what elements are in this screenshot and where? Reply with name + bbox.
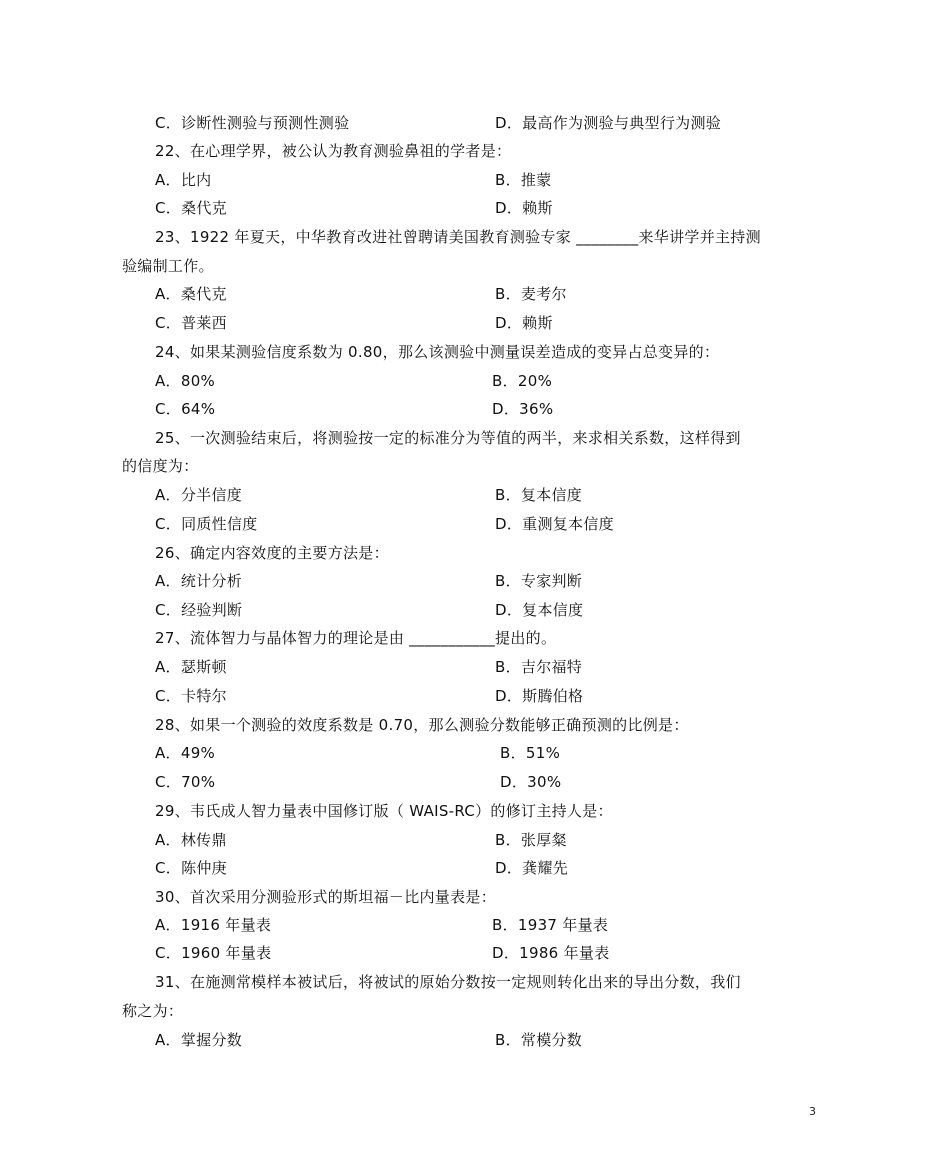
q22-option-d: D．赖斯: [495, 199, 553, 217]
question-31-line-2: 称之为：: [122, 1002, 184, 1020]
q23-option-a: A．桑代克: [155, 285, 227, 303]
question-25-line-1: 25、一次测验结束后，将测验按一定的标准分为等值的两半，来求相关系数，这样得到: [155, 429, 741, 447]
q24-option-a: A．80%: [155, 372, 216, 390]
question-30: 30、首次采用分测验形式的斯坦福－比内量表是：: [155, 888, 496, 906]
q30-option-c: C．1960 年量表: [155, 944, 272, 962]
q25-option-c: C．同质性信度: [155, 515, 258, 533]
q29-option-a: A．林传鼎: [155, 831, 227, 849]
q27-option-a: A．瑟斯顿: [155, 658, 227, 676]
q23-option-d: D．赖斯: [495, 314, 553, 332]
q29-option-c: C．陈仲庚: [155, 859, 227, 877]
q24-option-b: B．20%: [492, 372, 553, 390]
question-29: 29、韦氏成人智力量表中国修订版（ WAIS-RC）的修订主持人是：: [155, 802, 613, 820]
q30-option-b: B．1937 年量表: [492, 916, 609, 934]
q22-option-a: A．比内: [155, 171, 212, 189]
q30-option-a: A．1916 年量表: [155, 916, 272, 934]
q25-option-d: D．重测复本信度: [495, 515, 614, 533]
q29-option-d: D．龚耀先: [495, 859, 569, 877]
q21-option-c: C．诊断性测验与预测性测验: [155, 114, 350, 132]
q24-option-d: D．36%: [492, 400, 554, 418]
q26-option-d: D．复本信度: [495, 601, 584, 619]
q25-option-b: B．复本信度: [495, 486, 583, 504]
question-22: 22、在心理学界，被公认为教育测验鼻祖的学者是：: [155, 142, 512, 160]
q24-option-c: C．64%: [155, 400, 216, 418]
question-25-line-2: 的信度为：: [122, 457, 199, 475]
q29-option-b: B．张厚粲: [495, 831, 567, 849]
q28-option-c: C．70%: [155, 773, 216, 791]
question-23-line-2: 验编制工作。: [122, 257, 214, 275]
q26-option-c: C．经验判断: [155, 601, 243, 619]
question-31-line-1: 31、在施测常模样本被试后，将被试的原始分数按一定规则转化出来的导出分数，我们: [155, 973, 741, 991]
question-23-line-1: 23、1922 年夏天，中华教育改进社曾聘请美国教育测验专家 ________来华讲学并主持测: [155, 228, 761, 246]
q31-option-b: B．常模分数: [495, 1031, 583, 1049]
q23-option-b: B．麦考尔: [495, 285, 567, 303]
q28-option-d: D．30%: [500, 773, 562, 791]
q26-option-a: A．统计分析: [155, 572, 243, 590]
q27-option-c: C．卡特尔: [155, 687, 227, 705]
question-28: 28、如果一个测验的效度系数是 0.70，那么测验分数能够正确预测的比例是：: [155, 716, 689, 734]
question-26: 26、确定内容效度的主要方法是：: [155, 544, 389, 562]
q31-option-a: A．掌握分数: [155, 1031, 243, 1049]
page-number: 3: [809, 1105, 816, 1118]
q27-option-b: B．吉尔福特: [495, 658, 583, 676]
q21-option-d: D．最高作为测验与典型行为测验: [495, 114, 722, 132]
q22-option-b: B．推蒙: [495, 171, 552, 189]
question-27: 27、流体智力与晶体智力的理论是由 ___________提出的。: [155, 629, 557, 647]
q28-option-a: A．49%: [155, 744, 216, 762]
q23-option-c: C．普莱西: [155, 314, 227, 332]
q22-option-c: C．桑代克: [155, 199, 227, 217]
q26-option-b: B．专家判断: [495, 572, 583, 590]
question-24: 24、如果某测验信度系数为 0.80，那么该测验中测量误差造成的变异占总变异的：: [155, 343, 720, 361]
q27-option-d: D．斯腾伯格: [495, 687, 584, 705]
q28-option-b: B．51%: [500, 744, 561, 762]
q30-option-d: D．1986 年量表: [492, 944, 610, 962]
q25-option-a: A．分半信度: [155, 486, 243, 504]
